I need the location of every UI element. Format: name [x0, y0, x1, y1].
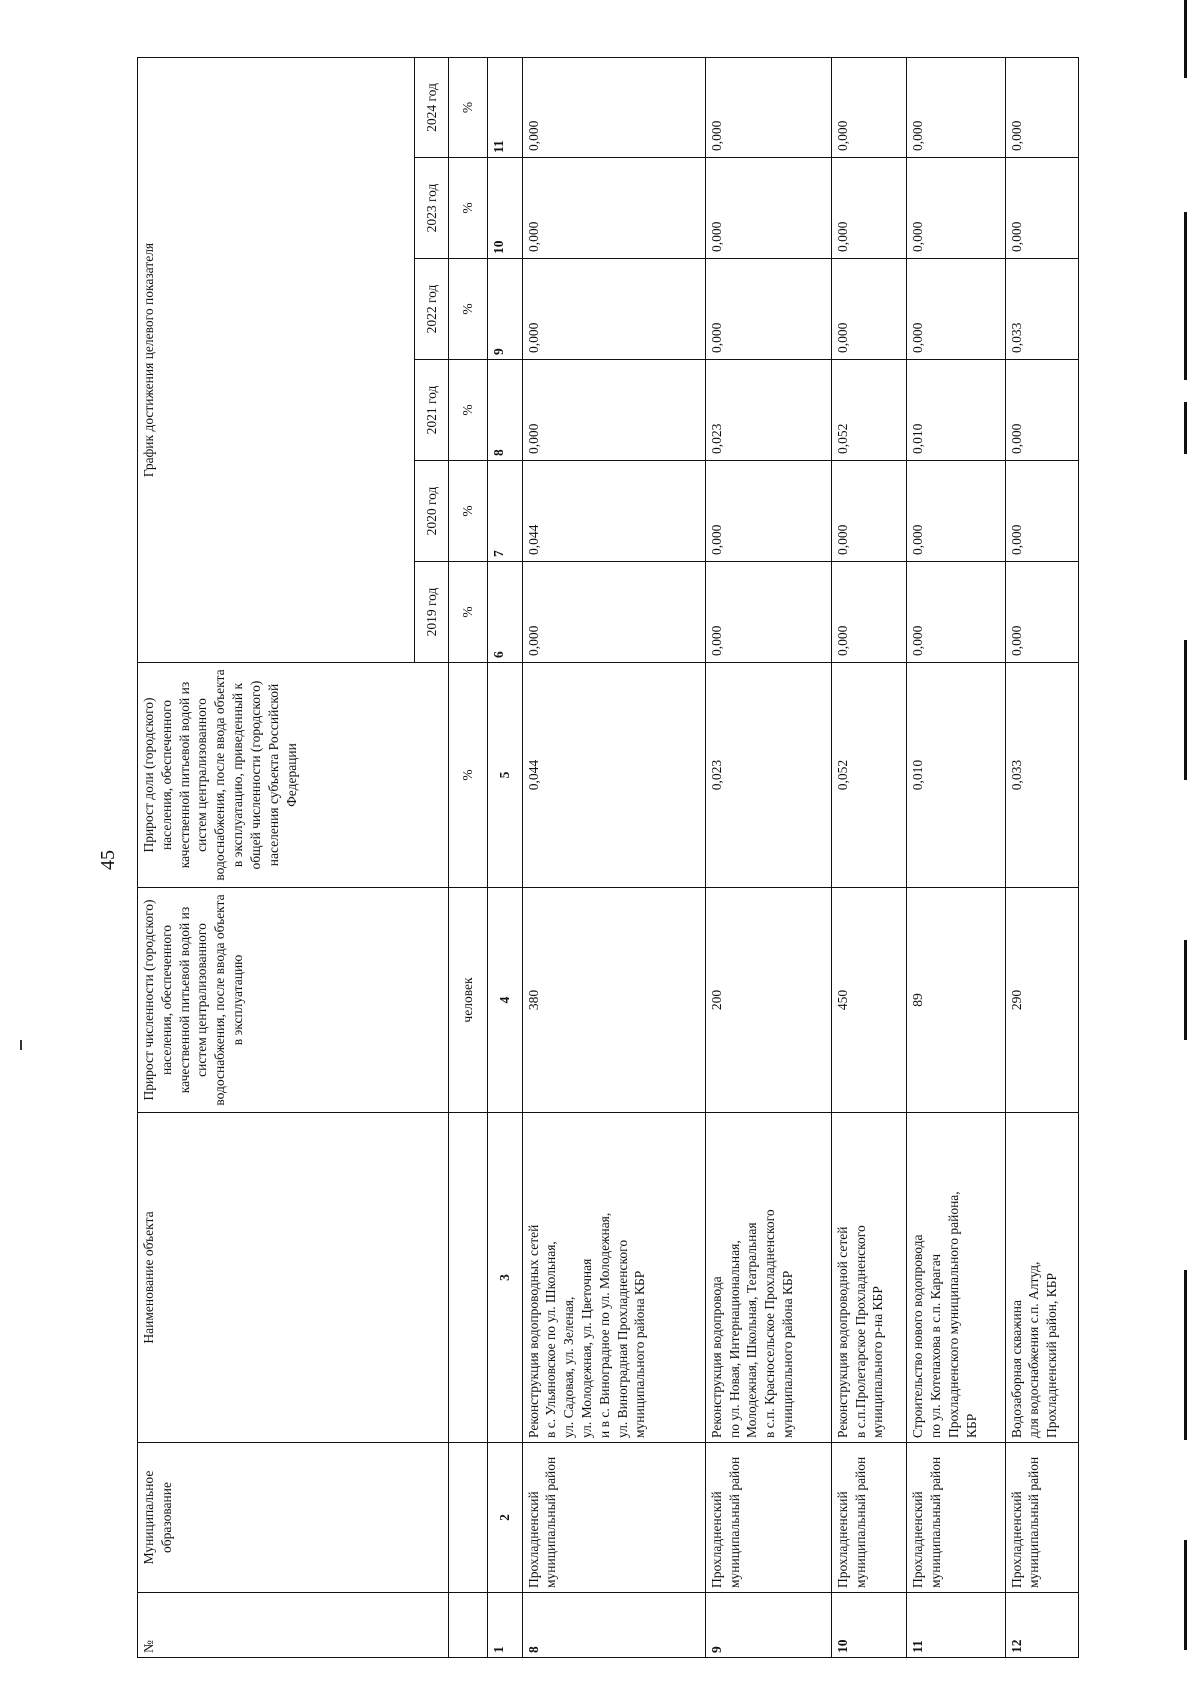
- object-line: Прохладненского муниципального района,: [945, 1191, 961, 1438]
- row-municipality: Прохладненский муниципальный район: [705, 1443, 831, 1593]
- table-row: [831, 57, 907, 1657]
- row-number: 12: [1005, 1593, 1078, 1658]
- row-year-value: 0,000: [907, 461, 1005, 562]
- header-object-name: Наименование объекта: [138, 1113, 449, 1443]
- object-line: Строительство нового водопровода: [910, 1234, 926, 1438]
- row-number: 9: [705, 1593, 831, 1658]
- object-line: для водоснабжения с.п. Алтуд,: [1026, 1261, 1042, 1438]
- row-year-value: 0,000: [831, 562, 907, 663]
- object-line: КБР: [963, 1413, 979, 1438]
- header-row: [138, 57, 415, 1657]
- column-number: 8: [488, 360, 522, 461]
- object-line: муниципального района КБР: [632, 1270, 648, 1438]
- page-number: 45: [97, 850, 119, 870]
- row-year-value: 0,000: [705, 158, 831, 259]
- target-indicator-table: [137, 57, 1079, 1658]
- units-row: [449, 57, 488, 1657]
- row-year-value: 0,000: [831, 57, 907, 157]
- row-year-value: 0,000: [907, 57, 1005, 157]
- table-row: [705, 57, 831, 1657]
- column-number: 11: [488, 57, 522, 157]
- column-numbers-row: [488, 57, 522, 1657]
- column-number: 7: [488, 461, 522, 562]
- row-year-value: 0,000: [1005, 461, 1078, 562]
- header-year: 2022 год: [415, 259, 449, 360]
- units-cell: [449, 1443, 488, 1593]
- units-cell: [449, 1593, 488, 1658]
- row-year-value: 0,000: [831, 158, 907, 259]
- object-line: муниципального р-на КБР: [870, 1286, 886, 1438]
- row-population: 89: [907, 888, 1005, 1113]
- scan-edge-bar: [1184, 1540, 1187, 1650]
- row-share: 0,044: [522, 663, 705, 888]
- row-year-value: 0,000: [705, 461, 831, 562]
- column-number: 3: [488, 1113, 522, 1443]
- row-year-value: 0,000: [522, 158, 705, 259]
- row-year-value: 0,000: [522, 57, 705, 157]
- header-population-increase: Прирост численности (городского) населения, обеспеченного качественной питьевой водой из систем централизованного водоснабжения, после ввода объекта в эксплуатацию: [138, 888, 449, 1113]
- header-schedule: График достижения целевого показателя: [138, 57, 415, 662]
- object-line: Реконструкция водопровода: [708, 1276, 724, 1438]
- row-object-name: [831, 1113, 907, 1443]
- header-year: 2020 год: [415, 461, 449, 562]
- row-object-name: [1005, 1113, 1078, 1443]
- units-year: %: [449, 259, 488, 360]
- header-year: 2024 год: [415, 57, 449, 157]
- row-object-name: [705, 1113, 831, 1443]
- row-year-value: 0,000: [907, 562, 1005, 663]
- row-year-value: 0,000: [831, 461, 907, 562]
- table-row: [522, 57, 705, 1657]
- row-year-value: 0,000: [705, 57, 831, 157]
- scan-edge-bar: [1184, 940, 1187, 1040]
- row-year-value: 0,023: [705, 360, 831, 461]
- row-number: 8: [522, 1593, 705, 1658]
- table-container: [137, 58, 1079, 1658]
- object-line: Реконструкция водопроводной сетей: [834, 1226, 850, 1438]
- scan-speck: [20, 1040, 22, 1050]
- object-line: по ул. Новая, Интернациональная,: [726, 1240, 742, 1438]
- scan-edge-bar: [1184, 212, 1187, 380]
- units-share: %: [449, 663, 488, 888]
- scan-edge-bar: [1184, 0, 1187, 78]
- header-num: №: [138, 1593, 449, 1658]
- column-number: 10: [488, 158, 522, 259]
- row-year-value: 0,000: [522, 562, 705, 663]
- scan-edge-bar: [1184, 640, 1187, 780]
- units-year: %: [449, 158, 488, 259]
- scan-edge-marks: [1184, 0, 1192, 1697]
- column-number: 6: [488, 562, 522, 663]
- units-year: %: [449, 360, 488, 461]
- object-line: по ул. Котепахова в с.п. Карагач: [928, 1254, 944, 1438]
- object-line: ул. Виноградная Прохладненского: [614, 1239, 630, 1438]
- column-number: 9: [488, 259, 522, 360]
- header-year: 2019 год: [415, 562, 449, 663]
- row-year-value: 0,000: [1005, 57, 1078, 157]
- row-population: 450: [831, 888, 907, 1113]
- row-municipality: Прохладненский муниципальный район: [1005, 1443, 1078, 1593]
- object-line: ул. Садовая, ул. Зеленая,: [561, 1296, 577, 1438]
- object-line: Реконструкция водопроводных сетей: [525, 1224, 541, 1438]
- column-number: 1: [488, 1593, 522, 1658]
- units-population: человек: [449, 888, 488, 1113]
- row-year-value: 0,033: [1005, 259, 1078, 360]
- row-population: 290: [1005, 888, 1078, 1113]
- row-year-value: 0,000: [1005, 360, 1078, 461]
- column-number: 5: [488, 663, 522, 888]
- row-share: 0,023: [705, 663, 831, 888]
- table-row: [907, 57, 1005, 1657]
- scan-edge-bar: [1184, 402, 1187, 454]
- row-year-value: 0,000: [522, 259, 705, 360]
- row-population: 380: [522, 888, 705, 1113]
- row-year-value: 0,052: [831, 360, 907, 461]
- object-line: Молодежная, Школьная, Театральная: [744, 1222, 760, 1438]
- row-year-value: 0,000: [907, 259, 1005, 360]
- row-object-name: [522, 1113, 705, 1443]
- column-number: 4: [488, 888, 522, 1113]
- row-year-value: 0,000: [705, 259, 831, 360]
- row-object-name: [907, 1113, 1005, 1443]
- row-year-value: 0,010: [907, 360, 1005, 461]
- row-year-value: 0,000: [522, 360, 705, 461]
- object-line: Водозаборная скважина: [1008, 1300, 1024, 1438]
- row-year-value: 0,000: [907, 158, 1005, 259]
- header-year: 2023 год: [415, 158, 449, 259]
- units-cell: [449, 1113, 488, 1443]
- header-share-increase: Прирост доли (городского) населения, обеспеченного качественной питьевой водой из систем централизованного водоснабжения, после ввода объекта в эксплуатацию, приведенный к общей численности (городского) населения субъекта Российской Федерации: [138, 663, 449, 888]
- object-line: в с. Ульяновское по ул. Школьная,: [543, 1241, 559, 1438]
- object-line: в с.п.Пролетарское Прохладненского: [852, 1225, 868, 1438]
- units-year: %: [449, 562, 488, 663]
- row-year-value: 0,000: [831, 259, 907, 360]
- row-year-value: 0,000: [1005, 158, 1078, 259]
- row-share: 0,052: [831, 663, 907, 888]
- row-population: 200: [705, 888, 831, 1113]
- column-number: 2: [488, 1443, 522, 1593]
- header-municipality: Муниципальное образование: [138, 1443, 449, 1593]
- row-municipality: Прохладненский муниципальный район: [522, 1443, 705, 1593]
- units-year: %: [449, 57, 488, 157]
- object-line: в с.п. Красносельское Прохладненского: [762, 1209, 778, 1438]
- row-share: 0,010: [907, 663, 1005, 888]
- table-row: [1005, 57, 1078, 1657]
- row-number: 10: [831, 1593, 907, 1658]
- row-year-value: 0,000: [1005, 562, 1078, 663]
- row-year-value: 0,000: [705, 562, 831, 663]
- row-municipality: Прохладненский муниципальный район: [907, 1443, 1005, 1593]
- object-line: Прохладненский район, КБР: [1044, 1272, 1060, 1438]
- row-share: 0,033: [1005, 663, 1078, 888]
- object-line: муниципального района КБР: [780, 1270, 796, 1438]
- units-year: %: [449, 461, 488, 562]
- row-year-value: 0,044: [522, 461, 705, 562]
- header-year: 2021 год: [415, 360, 449, 461]
- object-line: ул. Молодежная, ул. Цветочная: [579, 1258, 595, 1438]
- scan-edge-bar: [1184, 1270, 1187, 1440]
- row-municipality: Прохладненский муниципальный район: [831, 1443, 907, 1593]
- row-number: 11: [907, 1593, 1005, 1658]
- object-line: и в с. Виноградное по ул. Молодежная,: [596, 1212, 612, 1438]
